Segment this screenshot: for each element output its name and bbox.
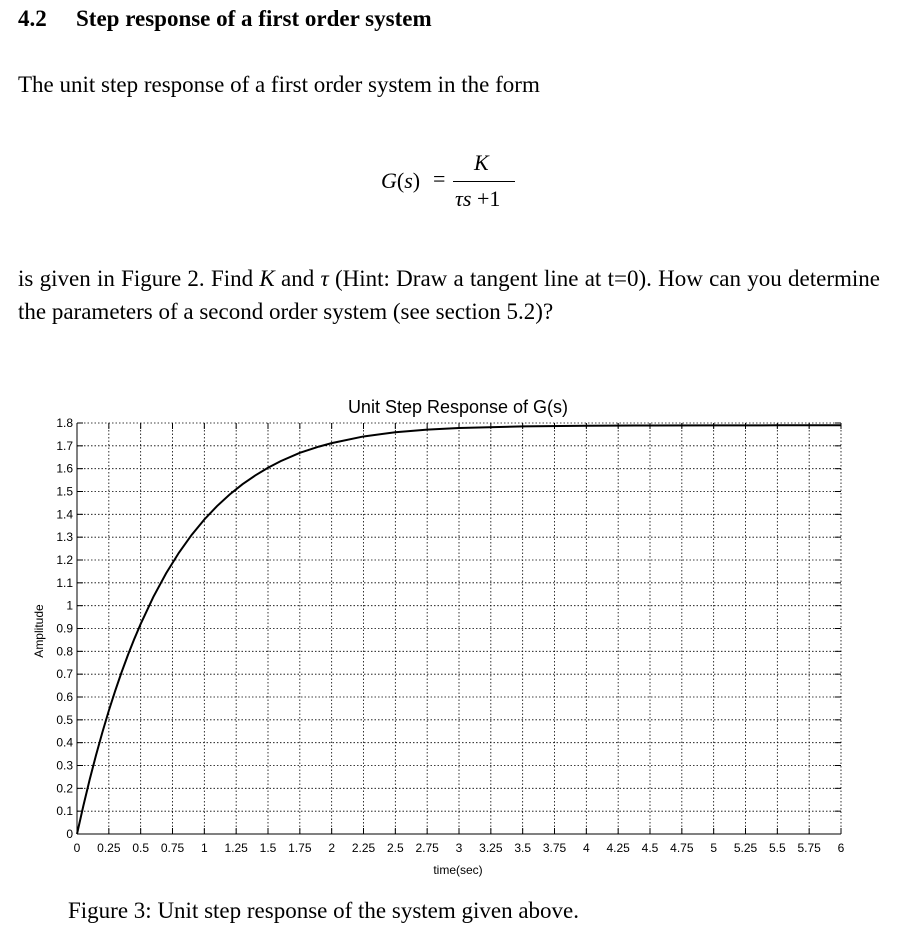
x-tick-label: 1 xyxy=(200,841,208,855)
formula-denominator xyxy=(455,186,500,212)
para-part-1: is given in Figure 2. Find xyxy=(18,266,260,291)
formula-lhs xyxy=(381,168,420,194)
y-tick-label: 1.1 xyxy=(56,575,73,590)
x-tick-label: 6 xyxy=(837,841,845,855)
step-response-chart xyxy=(0,388,900,888)
para-part-3: (Hint: Draw a tangent line at t=0). How can you determine the parameters of a second order system (see section 5.2)? xyxy=(18,266,880,324)
formula-lhs-var: s xyxy=(404,168,413,193)
section-number: 4.2 xyxy=(18,6,47,31)
formula-denom-s: s xyxy=(462,186,472,211)
y-tick-label: 1.3 xyxy=(56,530,73,545)
y-tick-label: 1.5 xyxy=(56,484,73,499)
y-tick-label: 0.3 xyxy=(56,758,73,773)
x-tick-label: 3.75 xyxy=(542,841,567,855)
x-tick-label: 2.75 xyxy=(415,841,439,855)
x-tick-label: 5.5 xyxy=(768,841,786,855)
y-tick-label: 1.8 xyxy=(56,416,73,430)
x-tick-label: 0.5 xyxy=(132,841,150,855)
x-tick-labels xyxy=(74,841,845,855)
y-tick-label: 1.4 xyxy=(56,507,73,522)
x-axis-label: time(sec) xyxy=(433,863,483,877)
y-tick-label: 0.7 xyxy=(56,667,73,682)
y-tick-label: 0.6 xyxy=(56,690,73,704)
x-tick-label: 1.25 xyxy=(224,841,248,855)
x-tick-label: 4 xyxy=(582,841,590,855)
section-title: Step response of a first order system xyxy=(76,6,432,31)
y-tick-label: 0.8 xyxy=(56,644,73,659)
formula-numerator: K xyxy=(474,150,489,175)
para-tau: τ xyxy=(320,266,329,291)
x-tick-label: 4.75 xyxy=(670,841,694,855)
y-tick-label: 0.1 xyxy=(56,804,73,819)
y-tick-label: 0.5 xyxy=(56,712,73,727)
x-tick-label: 1.75 xyxy=(288,841,312,855)
x-tick-label: 5.75 xyxy=(797,841,821,855)
x-tick-label: 3.5 xyxy=(514,841,532,855)
chart-grid xyxy=(77,423,841,834)
para-part-2: and xyxy=(274,266,321,291)
para-k: K xyxy=(259,266,275,291)
y-tick-label: 0.9 xyxy=(56,621,73,636)
y-tick-label: 0.4 xyxy=(56,735,73,750)
x-tick-label: 4.25 xyxy=(606,841,630,855)
fraction-bar xyxy=(453,181,515,182)
x-tick-label: 0.25 xyxy=(97,841,121,855)
intro-text: The unit step response of a first order system in the form xyxy=(18,72,540,97)
formula-denom-rest: +1 xyxy=(476,186,501,211)
y-tick-label: 1.2 xyxy=(56,553,73,567)
x-tick-label: 2 xyxy=(328,841,336,855)
x-tick-label: 3 xyxy=(455,841,463,855)
y-tick-label: 1.6 xyxy=(56,461,73,476)
x-tick-label: 5 xyxy=(710,841,718,855)
transfer-function-formula xyxy=(381,150,541,220)
formula-equals: = xyxy=(433,166,446,191)
formula-lhs-open: ( xyxy=(396,168,405,193)
section-heading xyxy=(18,6,432,32)
y-axis-label: Amplitude xyxy=(32,604,46,658)
question-paragraph xyxy=(18,262,880,328)
x-tick-label: 0 xyxy=(73,841,81,855)
y-tick-label: 0.2 xyxy=(56,781,73,796)
y-tick-label: 0 xyxy=(66,827,73,841)
x-tick-label: 0.75 xyxy=(160,841,185,855)
chart-title: Unit Step Response of G(s) xyxy=(347,397,569,417)
x-tick-label: 2.25 xyxy=(351,841,376,855)
y-tick-label: 1.7 xyxy=(56,438,73,453)
x-tick-label: 4.5 xyxy=(641,841,659,855)
formula-lhs-close: ) xyxy=(412,168,421,193)
y-tick-labels xyxy=(56,416,73,841)
formula-lhs-func: G xyxy=(381,168,397,193)
x-tick-label: 5.25 xyxy=(733,841,758,855)
formula-denom-tau: τ xyxy=(455,186,463,211)
y-tick-label: 1 xyxy=(66,598,73,613)
x-tick-label: 2.5 xyxy=(386,841,404,855)
figure-caption: Figure 3: Unit step response of the system given above. xyxy=(68,898,580,923)
x-tick-label: 3.25 xyxy=(479,841,503,855)
x-tick-label: 1.5 xyxy=(259,841,277,855)
